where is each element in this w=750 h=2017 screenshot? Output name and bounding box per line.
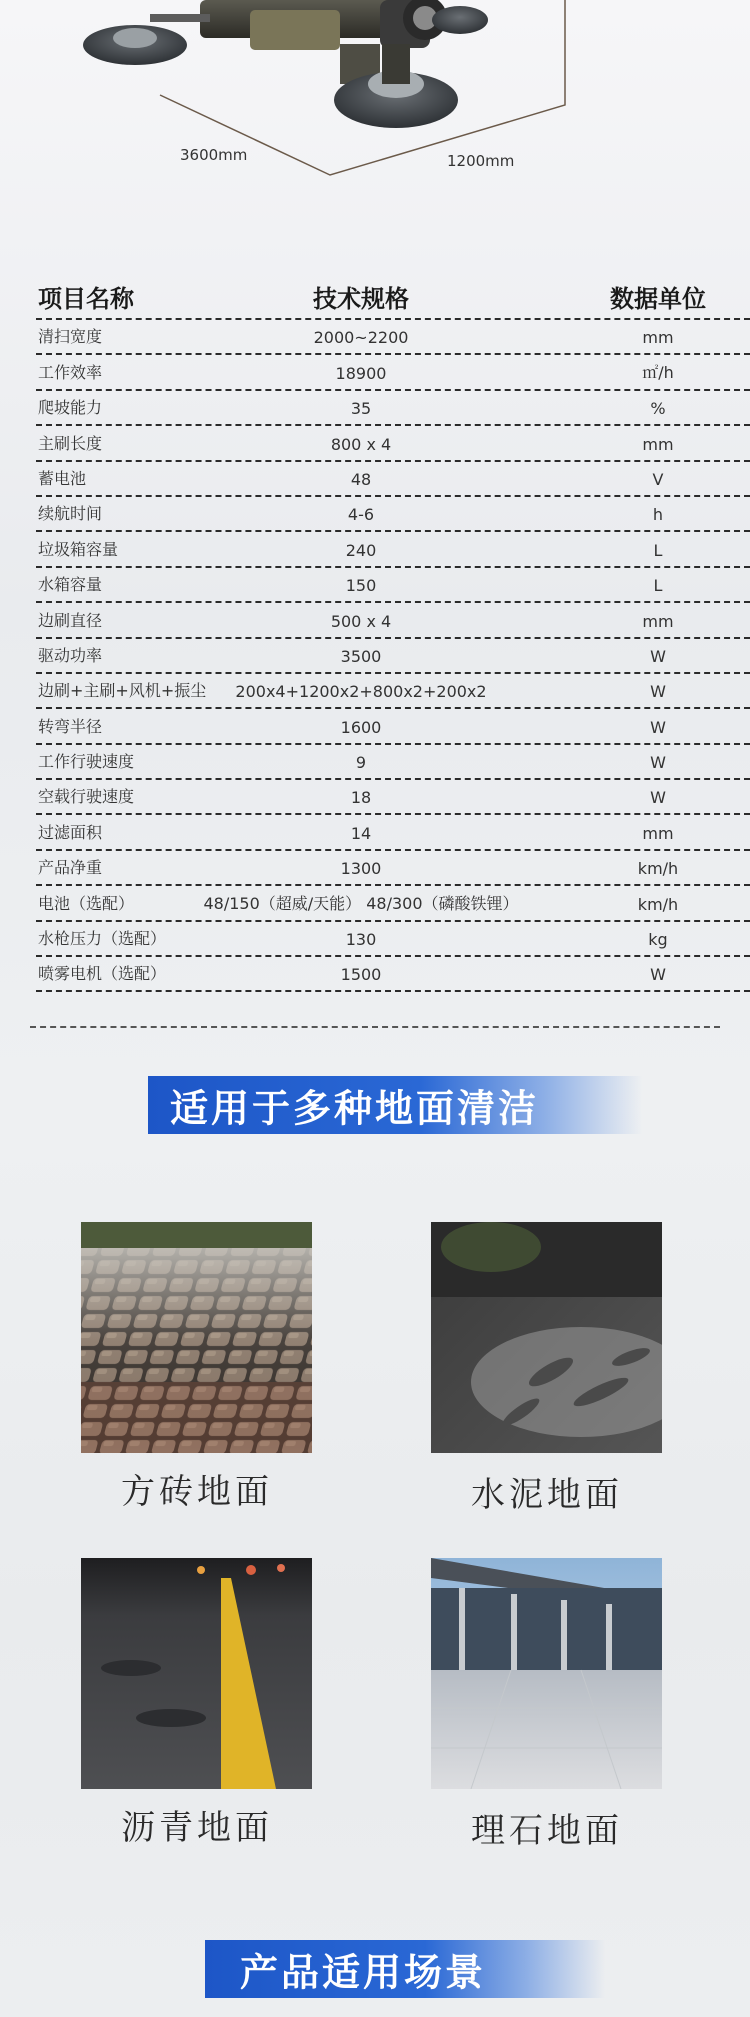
table-row [36,922,750,957]
concrete-image [431,1222,662,1453]
row-value: 1600 [340,717,382,737]
row-unit: W [650,682,666,702]
section-divider [30,1026,720,1028]
row-name: 过滤面积 [38,822,103,842]
asphalt-image [81,1558,312,1789]
row-name: 边刷+主刷+风机+振尘 [38,681,207,701]
row-name: 产品净重 [38,858,103,878]
row-value: 500 x 4 [330,611,392,631]
table-row [36,709,750,744]
table-row [36,639,750,674]
row-name: 续航时间 [38,504,103,524]
table-row [36,815,750,850]
row-unit: mm [642,611,674,631]
row-unit: L [653,576,663,596]
scenes-banner [205,1940,605,1998]
row-unit: mm [642,823,674,843]
row-value: 3500 [340,646,382,666]
row-value: 240 [345,540,377,560]
row-value: 150 [345,576,377,596]
table-row [36,320,750,355]
row-name: 边刷直径 [38,610,103,630]
row-name: 清扫宽度 [38,327,103,347]
row-unit: % [650,399,666,419]
spec-table-header [36,278,750,320]
sweeper-illustration [0,0,750,200]
row-value: 18 [350,788,372,808]
cobblestone-image [81,1222,312,1453]
row-name: 工作行驶速度 [38,752,135,772]
row-unit: kg [648,930,668,950]
row-value: 4-6 [347,505,375,525]
row-unit: km/h [637,894,679,914]
row-name: 水枪压力（选配） [38,929,167,949]
marble-image [431,1558,662,1789]
header-item-name: 项目名称 [38,285,134,313]
row-unit: V [652,469,664,489]
row-unit: W [650,788,666,808]
table-row [36,780,750,815]
row-name: 爬坡能力 [38,398,103,418]
row-name: 转弯半径 [38,716,103,736]
row-unit: W [650,717,666,737]
row-value: 9 [355,753,367,773]
row-name: 空载行驶速度 [38,787,135,807]
row-unit: h [652,505,664,525]
row-value: 18900 [335,363,387,383]
table-row [36,603,750,638]
row-name: 驱动功率 [38,645,103,665]
length-dimension: 3600mm [180,146,248,164]
scenes-title: 产品适用场景 [240,1950,487,1995]
spec-table [36,278,750,992]
table-row [36,462,750,497]
width-dimension: 1200mm [447,152,515,170]
row-name: 主刷长度 [38,433,103,453]
row-unit: km/h [637,859,679,879]
header-spec: 技术规格 [313,285,409,313]
row-unit: W [650,753,666,773]
row-value: 800 x 4 [330,434,392,454]
surface-label-cobblestone: 方砖地面 [121,1472,273,1512]
row-unit: W [650,965,666,985]
table-row [36,532,750,567]
surfaces-title: 适用于多种地面清洁 [170,1086,540,1131]
surfaces-banner [148,1076,642,1134]
row-unit: L [653,540,663,560]
row-name: 电池（选配） [38,893,135,913]
table-row [36,886,750,921]
table-row [36,957,750,992]
row-value: 2000~2200 [313,328,409,348]
row-value: 48/150（超威/天能） 48/300（磷酸铁锂） [203,893,519,913]
row-name: 水箱容量 [38,575,103,595]
table-row [36,391,750,426]
table-row [36,851,750,886]
row-name: 蓄电池 [38,468,87,488]
table-row [36,568,750,603]
row-value: 1500 [340,965,382,985]
row-value: 48 [350,469,372,489]
surface-label-asphalt: 沥青地面 [121,1808,273,1848]
row-unit: mm [642,328,674,348]
surface-label-concrete: 水泥地面 [471,1475,623,1515]
row-unit: W [650,646,666,666]
row-unit: mm [642,434,674,454]
row-value: 200x4+1200x2+800x2+200x2 [235,682,487,702]
row-name: 喷雾电机（选配） [38,964,167,984]
row-value: 14 [350,823,372,843]
row-unit: ㎡/h [642,362,674,382]
table-row [36,745,750,780]
table-row [36,674,750,709]
row-value: 130 [345,930,377,950]
row-value: 1300 [340,859,382,879]
table-row [36,426,750,461]
row-value: 35 [350,399,372,419]
row-name: 工作效率 [38,362,103,382]
header-unit: 数据单位 [610,285,706,313]
table-row [36,497,750,532]
row-name: 垃圾箱容量 [38,539,119,559]
table-row [36,355,750,390]
surface-label-marble: 理石地面 [471,1811,623,1851]
